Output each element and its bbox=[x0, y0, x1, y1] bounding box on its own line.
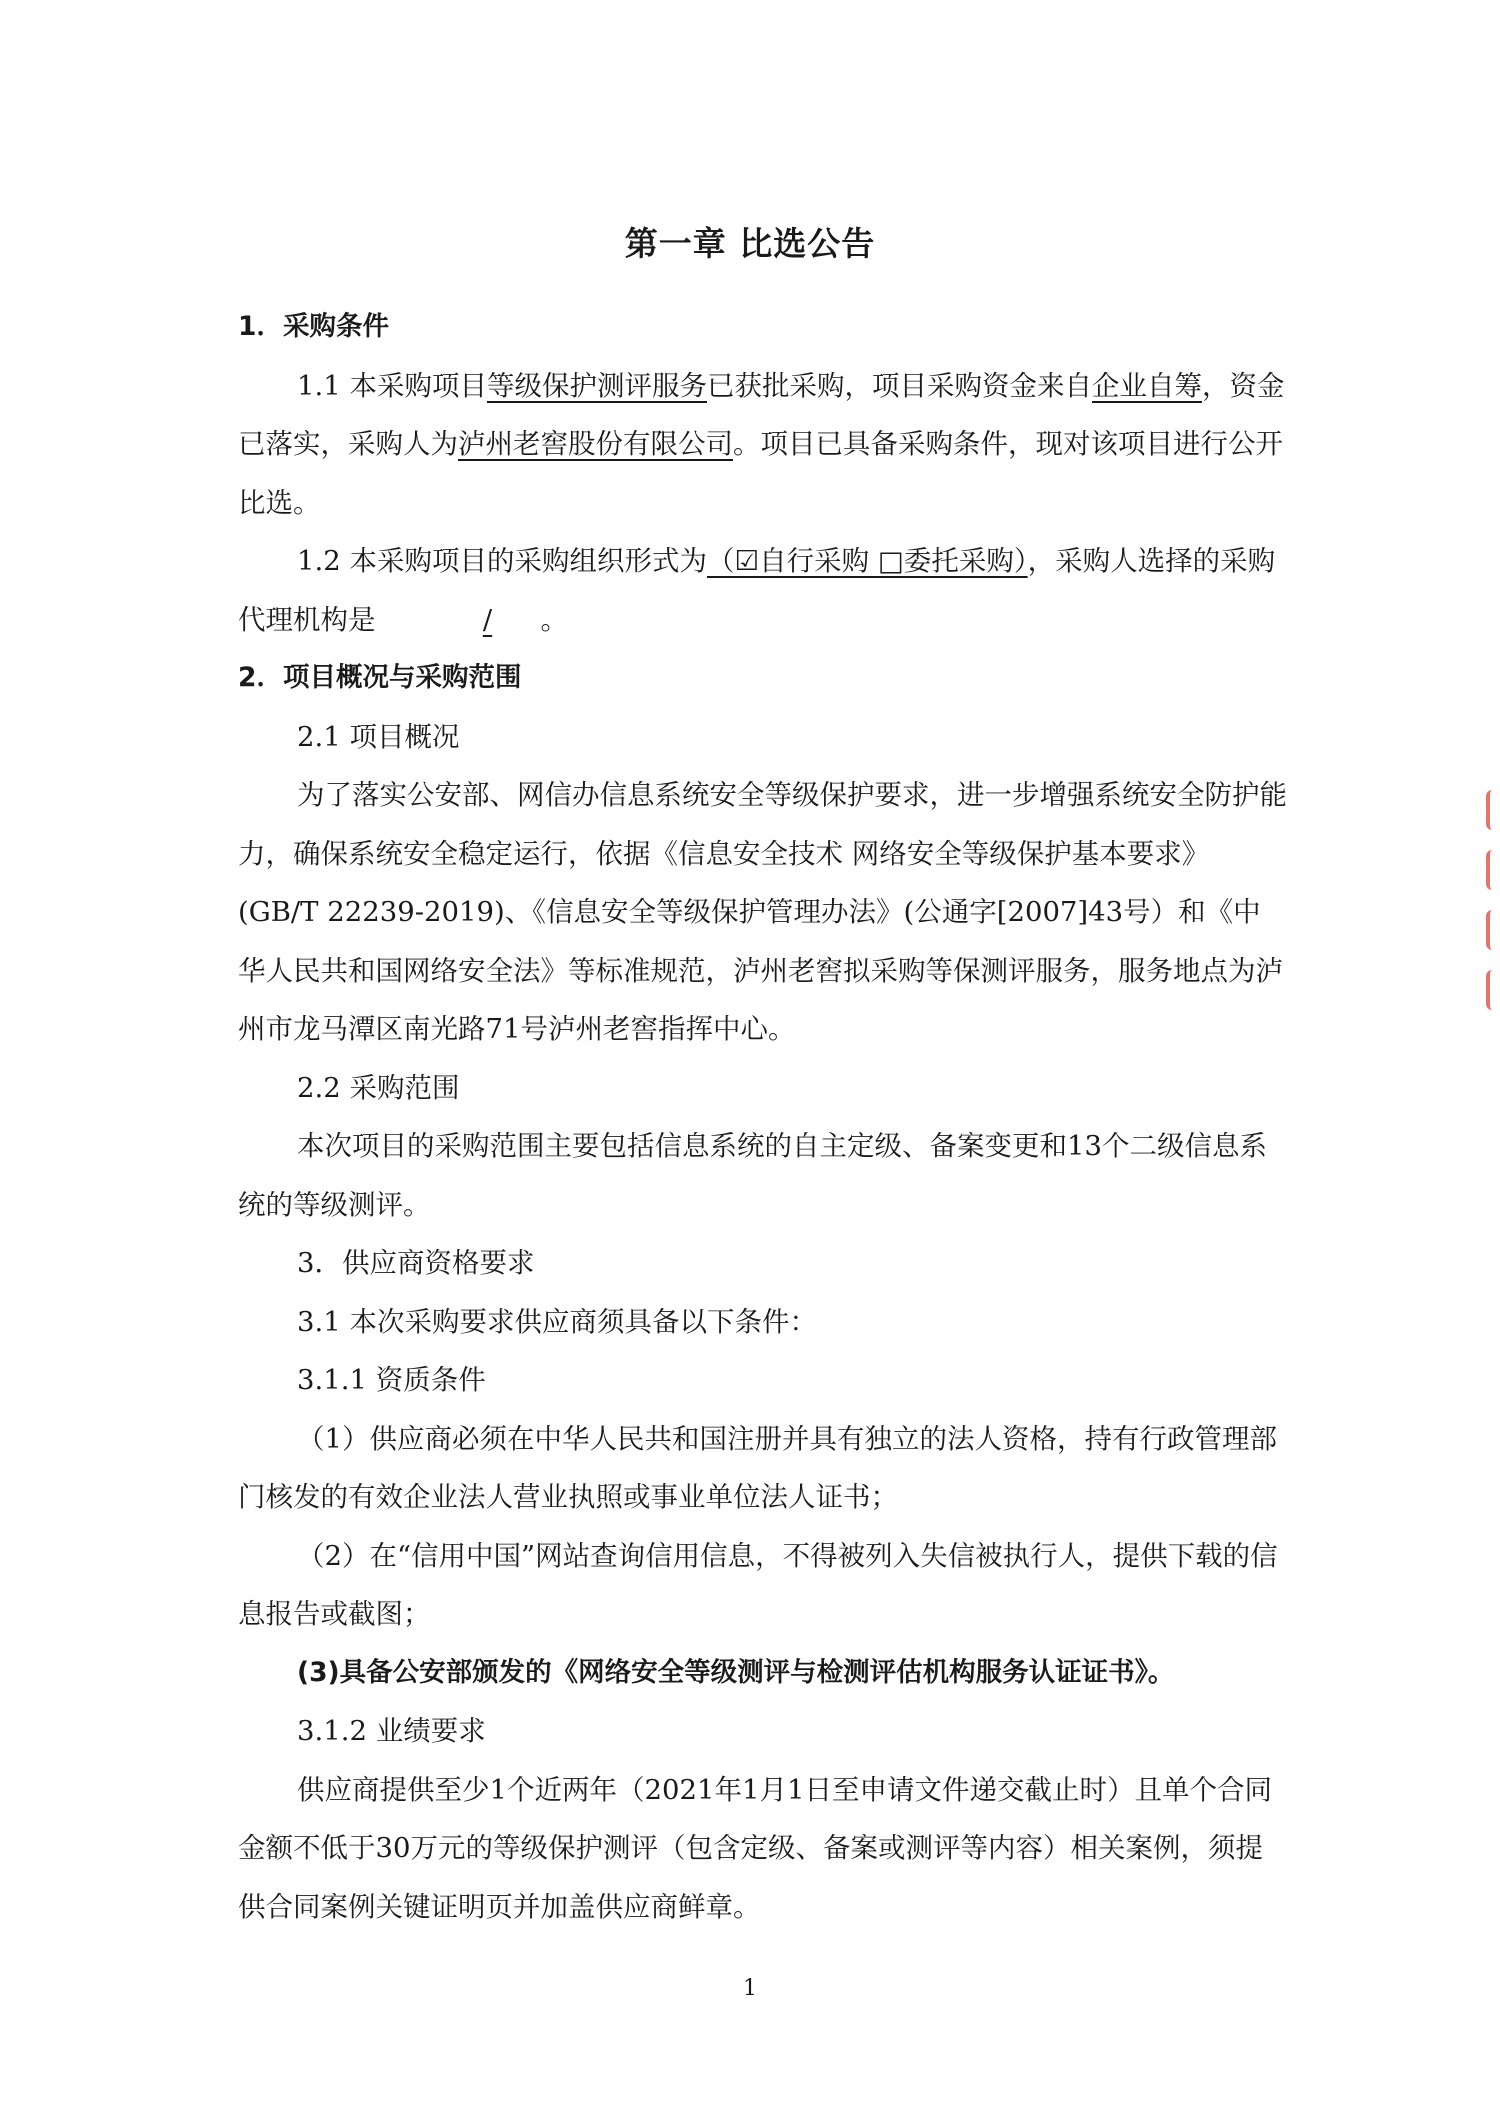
section-heading-1: 1．采购条件 bbox=[238, 311, 389, 342]
fund-source: 企业自筹 bbox=[1091, 369, 1202, 402]
agency-blank: / bbox=[482, 603, 493, 636]
subheading-2-2: 2.2 采购范围 bbox=[297, 1071, 460, 1104]
section-heading-3: 3．供应商资格要求 bbox=[297, 1247, 535, 1279]
subheading-2-1: 2.1 项目概况 bbox=[297, 720, 460, 753]
text-segment: 1.1 本采购项目 bbox=[297, 369, 487, 402]
section-heading-2: 2．项目概况与采购范围 bbox=[238, 662, 522, 693]
text-segment: 。项目已具备采购条件，现对该项目进行公开比选。 bbox=[238, 428, 1283, 519]
project-name: 等级保护测评服务 bbox=[486, 369, 707, 402]
subheading-3-1: 3.1 本次采购要求供应商须具备以下条件： bbox=[297, 1305, 817, 1338]
qualification-item-1: （1）供应商必须在中华人民共和国注册并具有独立的法人资格，持有行政管理部门核发的有效企业法人营业执照或事业单位法人证书； bbox=[238, 1422, 1277, 1513]
buyer-name: 泸州老窖股份有限公司 bbox=[458, 428, 733, 460]
chapter-title: 第一章 比选公告 bbox=[624, 224, 876, 263]
paragraph-1-1 bbox=[238, 357, 1288, 533]
paragraph-2-2: 本次项目的采购范围主要包括信息系统的自主定级、备案变更和13个二级信息系统的等级测评。 bbox=[238, 1130, 1267, 1221]
text-segment: ，资金已落实，采购人为 bbox=[238, 369, 1285, 460]
qualification-item-3: (3)具备公安部颁发的《网络安全等级测评与检测评估机构服务认证证书》。 bbox=[297, 1656, 1175, 1688]
qualification-item-2: （2）在“信用中国”网站查询信用信息，不得被列入失信被执行人，提供下载的信息报告或截图； bbox=[238, 1539, 1278, 1630]
text-segment: 1.2 本采购项目的采购组织形式为 bbox=[297, 545, 707, 577]
text-segment: 。 bbox=[540, 603, 568, 636]
subheading-3-1-1: 3.1.1 资质条件 bbox=[297, 1364, 486, 1396]
paragraph-2-1: 为了落实公安部、网信办信息系统安全等级保护要求，进一步增强系统安全防护能力，确保系统安全稳定运行，依据《信息安全技术 网络安全等级保护基本要求》(GB/T 22239-2019)、《信息安全等级保护管理办法》(公通字[2007]43号）和《中华人民共和国网络安全法》等标准规范，泸州老窖拟采购等保测评服务，服务地点为泸州市龙马潭区南光路71号泸州老窖指挥中心。 bbox=[238, 779, 1287, 1045]
seal-stamp-edge bbox=[1486, 790, 1500, 1030]
document-body bbox=[238, 298, 1288, 1936]
procurement-form: （☑自行采购 □委托采购） bbox=[706, 545, 1028, 577]
text-segment: 已获批采购，项目采购资金来自 bbox=[706, 369, 1092, 402]
subheading-3-1-2: 3.1.2 业绩要求 bbox=[297, 1715, 486, 1747]
paragraph-1-2 bbox=[238, 532, 1288, 649]
text-segment: ，采购人选择的采购代理机构是 bbox=[238, 545, 1276, 636]
page-number: 1 bbox=[743, 1976, 757, 2001]
performance-paragraph: 供应商提供至少1个近两年（2021年1月1日至申请文件递交截止时）且单个合同金额不低于30万元的等级保护测评（包含定级、备案或测评等内容）相关案例，须提供合同案例关键证明页并加盖供应商鲜章。 bbox=[238, 1773, 1272, 1923]
